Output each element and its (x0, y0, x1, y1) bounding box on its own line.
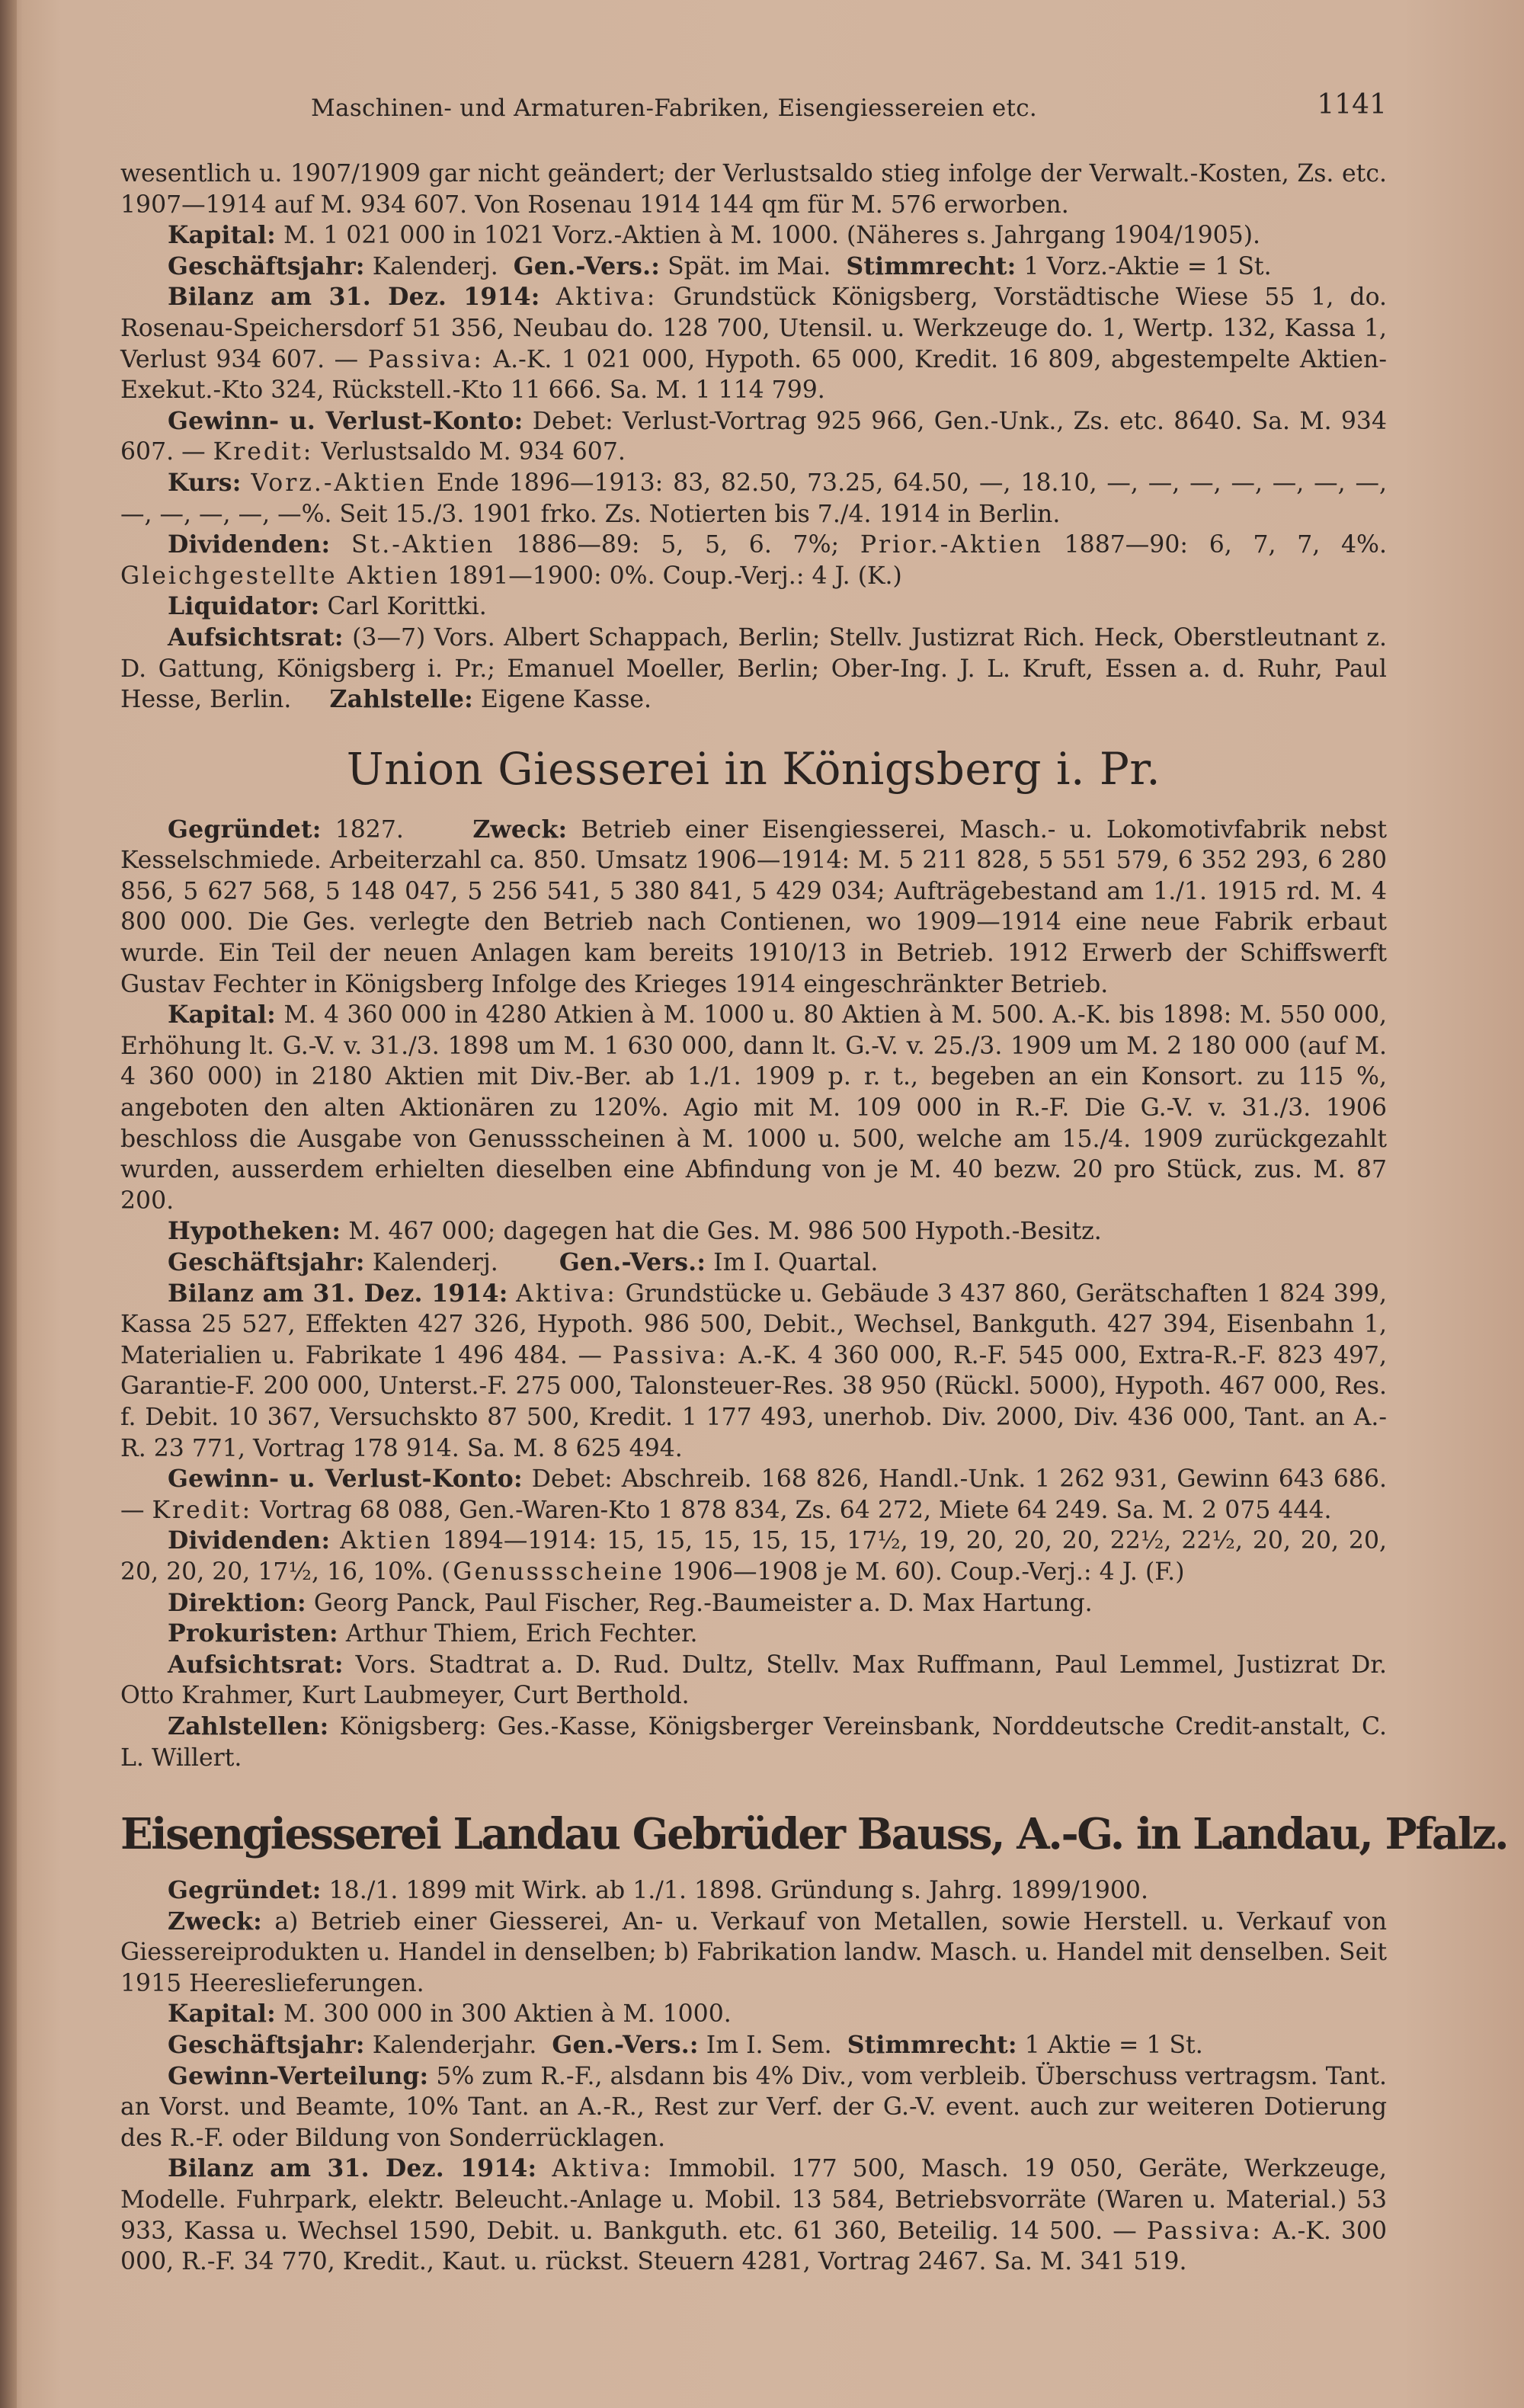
text-geschaeftsjahr: Kalenderj. (372, 252, 498, 280)
paragraph-aufsichtsrat (120, 1650, 1387, 1712)
paragraph-liquidator (120, 591, 1387, 623)
label-passiva: Passiva: (1146, 2217, 1263, 2245)
label-aktiva: Aktiva: (552, 2155, 654, 2183)
text-zweck: Betrieb einer Eisengiesserei, Masch.- u. Lokomotivfabrik nebst Kesselschmiede. Arbeiterzahl ca. 850. Umsatz 1906—1914: M. 5 211 828, 5 551 579, 6 352 293, 6 280 856, 5 627 568, 5 148 047, 5 256 541, 5 380 841, 5 429 034; Aufträgebestand am 1./1. 1915 rd. M. 4 800 000. Die Ges. verlegte den Betrieb nach Contienen, wo 1909—1914 eine neue Fabrik erbaut wurde. Ein Teil der neuen Anlagen kam bereits 1910/13 in Betrieb. 1912 Erwerb der Schiffswerft Gustav Fechter in Königsberg Infolge des Krieges 1914 eingeschränkter Betrieb. (120, 815, 1387, 998)
paragraph-gegruendet-zweck (120, 815, 1387, 1001)
text-div-2: 1887—90: 6, 7, 7, 4%. (1064, 531, 1387, 559)
label-zweck: Zweck: (472, 815, 568, 844)
paragraph-guv (120, 1464, 1387, 1526)
text-passiva: A.-K. 4 360 000, R.-F. 545 000, Extra-R.-F. 823 497, Garantie-F. 200 000, Unterst.-F. 275 000, Talonsteuer-Res. 38 950 (Rückl. 5000), Hypoth. 467 000, Res. f. Debit. 10 367, Versuchskto 87 500, Kredit. 1 177 493, unerhob. Div. 2000, Div. 436 000, Tant. an A.-R. 23 771, Vortrag 178 914. Sa. M. 8 625 494. (120, 1341, 1388, 1462)
text-kurs: Ende 1896—1913: 83, 82.50, 73.25, 64.50, —, 18.10, —, —, —, —, —, —, —, —, —, —, —, —%. Seit 15./3. 1901 frko. Zs. Notierten bis 7./4. 1914 in Berlin. (120, 469, 1388, 528)
paragraph-geschaeftsjahr (120, 1247, 1387, 1279)
text-div-2: 1906—1908 je M. 60). Coup.-Verj.: 4 J. (F.) (671, 1558, 1185, 1586)
paragraph-geschaeftsjahr (120, 251, 1387, 283)
label-debet: Debet: (532, 407, 613, 435)
paragraph-aufsichtsrat (120, 623, 1387, 716)
text-div-3: 1891—1900: 0%. Coup.-Verj.: 4 J. (K.) (447, 562, 902, 590)
text-gegruendet: 18./1. 1899 mit Wirk. ab 1./1. 1898. Gründung s. Jahrg. 1899/1900. (328, 1877, 1148, 1905)
company-heading: Eisengiesserei Landau Gebrüder Bauss, A.-G. in Landau, Pfalz. (120, 1809, 1508, 1860)
text-aktiva: Immobil. 177 500, Masch. 19 050, Geräte, Werkzeuge, Modelle. Fuhrpark, elektr. Beleucht.-Anlage u. Mobil. 13 584, Betriebsvorräte (Waren u. Material.) 53 933, Kassa u. Wechsel 1590, Debit. u. Bankguth. etc. 61 360, Beteilig. 14 500. — (120, 2155, 1387, 2245)
label-zahlstelle: Zahlstelle: (329, 685, 473, 714)
label-gegruendet: Gegründet: (168, 815, 322, 844)
label-stimmrecht: Stimmrecht: (847, 2031, 1017, 2060)
label-passiva: Passiva: (612, 1341, 728, 1369)
text-gen-vers: Im I. Quartal. (713, 1249, 879, 1276)
paragraph-kapital (120, 220, 1387, 251)
text-passiva: A.-K. 1 021 000, Hypoth. 65 000, Kredit. 16 809, abgestempelte Aktien-Exekut.-Kto 324, Rückstell.-Kto 11 666. Sa. M. 1 114 799. (120, 345, 1387, 405)
text-gen-vers: Im I. Sem. (706, 2032, 832, 2060)
label-liquidator: Liquidator: (168, 592, 320, 621)
label-aktiva: Aktiva: (516, 1279, 617, 1308)
label-guv: Gewinn- u. Verlust-Konto: (168, 406, 523, 435)
label-zahlstellen: Zahlstellen: (168, 1712, 329, 1740)
text-div-1: 1894—1914: 15, 15, 15, 15, 15, 17½, 19, 20, 20, 20, 22½, 22½, 20, 20, 20, 20, 20, 20, 17½, 16, 10%. (120, 1527, 1388, 1586)
label-gen-vers: Gen.-Vers.: (559, 1248, 706, 1276)
label-kredit: Kredit: (213, 438, 314, 466)
text-prokuristen: Arthur Thiem, Erich Fechter. (345, 1620, 698, 1648)
text-geschaeftsjahr: Kalenderj. (372, 1249, 498, 1276)
label-bilanz: Bilanz am 31. Dez. 1914: (168, 2154, 537, 2183)
paragraph-hypotheken (120, 1216, 1387, 1247)
label-bilanz: Bilanz am 31. Dez. 1914: (168, 283, 540, 312)
label-stimmrecht: Stimmrecht: (846, 251, 1017, 280)
label-geschaeftsjahr: Geschäftsjahr: (168, 251, 365, 280)
label-debet: Debet: (531, 1465, 613, 1494)
text-gegruendet: 1827. (335, 815, 404, 844)
text-gewinn-verteilung: 5% zum R.-F., alsdann bis 4% Div., vom verbleib. Überschuss vertragsm. Tant. an Vorst. und Beamte, 10% Tant. an A.-R., Rest zur Verf. der G.-V. event. auch zur weiteren Dotierung des R.-F. oder Bildung von Sonderrücklagen. (120, 2062, 1387, 2152)
paragraph-bilanz (120, 282, 1387, 405)
text-div-type-2: (Genussscheine (441, 1558, 664, 1586)
label-kredit: Kredit: (152, 1496, 253, 1524)
label-dividenden: Dividenden: (168, 1526, 331, 1555)
paragraph-bilanz (120, 1279, 1387, 1465)
entry-previous (120, 159, 1387, 716)
entry-eisengiesserei-landau (120, 1804, 1508, 2278)
label-zweck: Zweck: (168, 1907, 262, 1936)
label-guv: Gewinn- u. Verlust-Konto: (168, 1465, 523, 1494)
text-kapital: M. 300 000 in 300 Aktien à M. 1000. (283, 2000, 732, 2029)
paragraph-bilanz (120, 2153, 1387, 2277)
label-gen-vers: Gen.-Vers.: (513, 251, 661, 280)
text-stimmrecht: 1 Vorz.-Aktie = 1 St. (1023, 252, 1272, 280)
text-div-type-3: Gleichgestellte Aktien (120, 562, 440, 590)
label-kurs: Kurs: (168, 468, 242, 497)
company-heading: Union Giesserei in Königsberg i. Pr. (346, 742, 1161, 795)
text-debet: Verlust-Vortrag 925 966, Gen.-Unk., Zs. etc. 8640. Sa. M. 934 607. — (120, 407, 1388, 466)
text-liquidator: Carl Korittki. (327, 593, 487, 621)
label-gen-vers: Gen.-Vers.: (552, 2031, 699, 2060)
paragraph-zweck (120, 1907, 1387, 2000)
label-dividenden: Dividenden: (168, 530, 331, 559)
text-div-type-2: Prior.-Aktien (860, 531, 1043, 559)
text-kapital: M. 1 021 000 in 1021 Vorz.-Aktien à M. 1000. (Näheres s. Jahrgang 1904/1905). (283, 222, 1261, 250)
text-zahlstelle: Eigene Kasse. (480, 686, 652, 714)
text-zweck: a) Betrieb einer Giesserei, An- u. Verkauf von Metallen, sowie Herstell. u. Verkauf von Giessereiprodukten u. Handel in denselben; b) Fabrikation landw. Masch. u. Handel mit denselben. Seit 1915 Heereslieferungen. (120, 1907, 1388, 1997)
text-geschaeftsjahr: Kalenderjahr. (372, 2032, 537, 2060)
text-kapital: M. 4 360 000 in 4280 Atkien à M. 1000 u. 80 Aktien à M. 500. A.-K. bis 1898: M. 550 000, Erhöhung lt. G.-V. v. 31./3. 1898 um M. 1 630 000, dann lt. G.-V. v. 25./3. 1909 um M. 2 180 000 (auf M. 4 360 000) in 2180 Aktien mit Div.-Ber. ab 1./1. 1909 p. r. t., begeben an ein Konsort. zu 115 %, angeboten den alten Aktionären zu 120%. Agio mit M. 109 000 in R.-F. Die G.-V. v. 31./3. 1906 beschloss die Ausgabe von Genussscheinen à M. 1000 u. 500, welche am 15./4. 1909 zurückgezahlt wurden, ausserdem erhielten dieselben eine Abfindung von je M. 40 bezw. 20 pro Stück, zus. M. 87 200. (120, 1001, 1388, 1215)
running-head (120, 84, 1387, 137)
label-aktiva: Aktiva: (555, 283, 658, 312)
text-hypotheken: M. 467 000; dagegen hat die Ges. M. 986 500 Hypoth.-Besitz. (348, 1218, 1102, 1246)
text-passiva: A.-K. 300 000, R.-F. 34 770, Kredit., Kaut. u. rückst. Steuern 4281, Vortrag 2467. Sa. M. 341 519. (120, 2217, 1387, 2276)
text-zahlstellen: Königsberg: Ges.-Kasse, Königsberger Vereinsbank, Norddeutsche Credit-anstalt, C. L. Willert. (120, 1712, 1388, 1772)
label-geschaeftsjahr: Geschäftsjahr: (168, 1248, 365, 1276)
text-debet: Abschreib. 168 826, Handl.-Unk. 1 262 931, Gewinn 643 686. — (120, 1465, 1387, 1524)
paragraph-gewinn-verteilung (120, 2061, 1387, 2154)
label-kapital: Kapital: (168, 1001, 276, 1029)
text-aufsichtsrat: Vors. Stadtrat a. D. Rud. Dultz, Stellv. Max Ruffmann, Paul Lemmel, Justizrat Dr. Otto Krahmer, Kurt Laubmeyer, Curt Berthold. (120, 1651, 1388, 1710)
book-gutter (0, 0, 17, 2408)
text-aktiva: Grundstücke u. Gebäude 3 437 860, Gerätschaften 1 824 399, Kassa 25 527, Effekten 427 326, Hypoth. 986 500, Debit., Wechsel, Bankguth. 427 394, Eisenbahn 1, Materialien u. Fabrikate 1 496 484. — (120, 1279, 1387, 1369)
text-aktiva: Grundstück Königsberg, Vorstädtische Wiese 55 1, do. Rosenau-Speichersdorf 51 356, Neubau do. 128 700, Utensil. u. Werkzeuge do. 1, Wertp. 132, Kassa 1, Verlust 934 607. — (120, 283, 1388, 373)
text-div-1: 1886—89: 5, 5, 6. 7%; (516, 531, 840, 559)
text-kredit: Vortrag 68 088, Gen.-Waren-Kto 1 878 834, Zs. 64 272, Miete 64 249. Sa. M. 2 075 444. (260, 1496, 1332, 1524)
text-direktion: Georg Panck, Paul Fischer, Reg.-Baumeister a. D. Max Hartung. (313, 1589, 1093, 1617)
label-hypotheken: Hypotheken: (168, 1217, 341, 1246)
text-div-type-1: St.-Aktien (351, 531, 495, 559)
text-kurs-type: Vorz.-Aktien (251, 469, 427, 497)
paragraph-dividenden (120, 1526, 1387, 1587)
entry-union-giesserei (120, 737, 1387, 1773)
text-aufsichtsrat: (3—7) Vors. Albert Schappach, Berlin; Stellv. Justizrat Rich. Heck, Oberstleutnant z. D. Gattung, Königsberg i. Pr.; Emanuel Moeller, Berlin; Ober-Ing. J. L. Kruft, Essen a. d. Ruhr, Paul Hesse, Berlin. (120, 623, 1387, 714)
paragraph-gegruendet (120, 1875, 1387, 1907)
label-gegruendet: Gegründet: (168, 1876, 322, 1905)
page-number: 1141 (1317, 89, 1387, 120)
running-head-title: Maschinen- und Armaturen-Fabriken, Eisengiessereien etc. (311, 94, 1038, 122)
paragraph-kapital (120, 1999, 1387, 2030)
label-kapital: Kapital: (168, 221, 276, 250)
text-div-type-1: Aktien (340, 1527, 433, 1555)
label-passiva: Passiva: (367, 345, 484, 373)
text-stimmrecht: 1 Aktie = 1 St. (1024, 2032, 1203, 2060)
label-gewinn-verteilung: Gewinn-Verteilung: (168, 2061, 429, 2090)
paragraph-guv (120, 406, 1387, 468)
text-kredit: Verlustsaldo M. 934 607. (321, 438, 626, 466)
paragraph-kurs (120, 468, 1387, 530)
paragraph-direktion (120, 1588, 1387, 1619)
label-direktion: Direktion: (168, 1588, 306, 1617)
label-aufsichtsrat: Aufsichtsrat: (168, 1650, 344, 1679)
label-geschaeftsjahr: Geschäftsjahr: (168, 2031, 365, 2060)
paragraph-dividenden (120, 530, 1387, 591)
paragraph-intro: wesentlich u. 1907/1909 gar nicht geändert; der Verlustsaldo stieg infolge der Verwalt.-Kosten, Zs. etc. 1907—1914 auf M. 934 607. Von Rosenau 1914 144 qm für M. 576 erworben. (120, 160, 1387, 219)
paragraph-zahlstellen (120, 1712, 1387, 1773)
label-bilanz: Bilanz am 31. Dez. 1914: (168, 1279, 508, 1308)
label-kapital: Kapital: (168, 2000, 276, 2029)
text-block (120, 84, 1508, 2278)
label-aufsichtsrat: Aufsichtsrat: (168, 623, 344, 652)
paragraph-kapital (120, 1000, 1387, 1216)
paragraph-prokuristen (120, 1619, 1387, 1650)
text-gen-vers: Spät. im Mai. (668, 252, 831, 280)
paragraph-geschaeftsjahr (120, 2030, 1387, 2061)
label-prokuristen: Prokuristen: (168, 1619, 338, 1648)
